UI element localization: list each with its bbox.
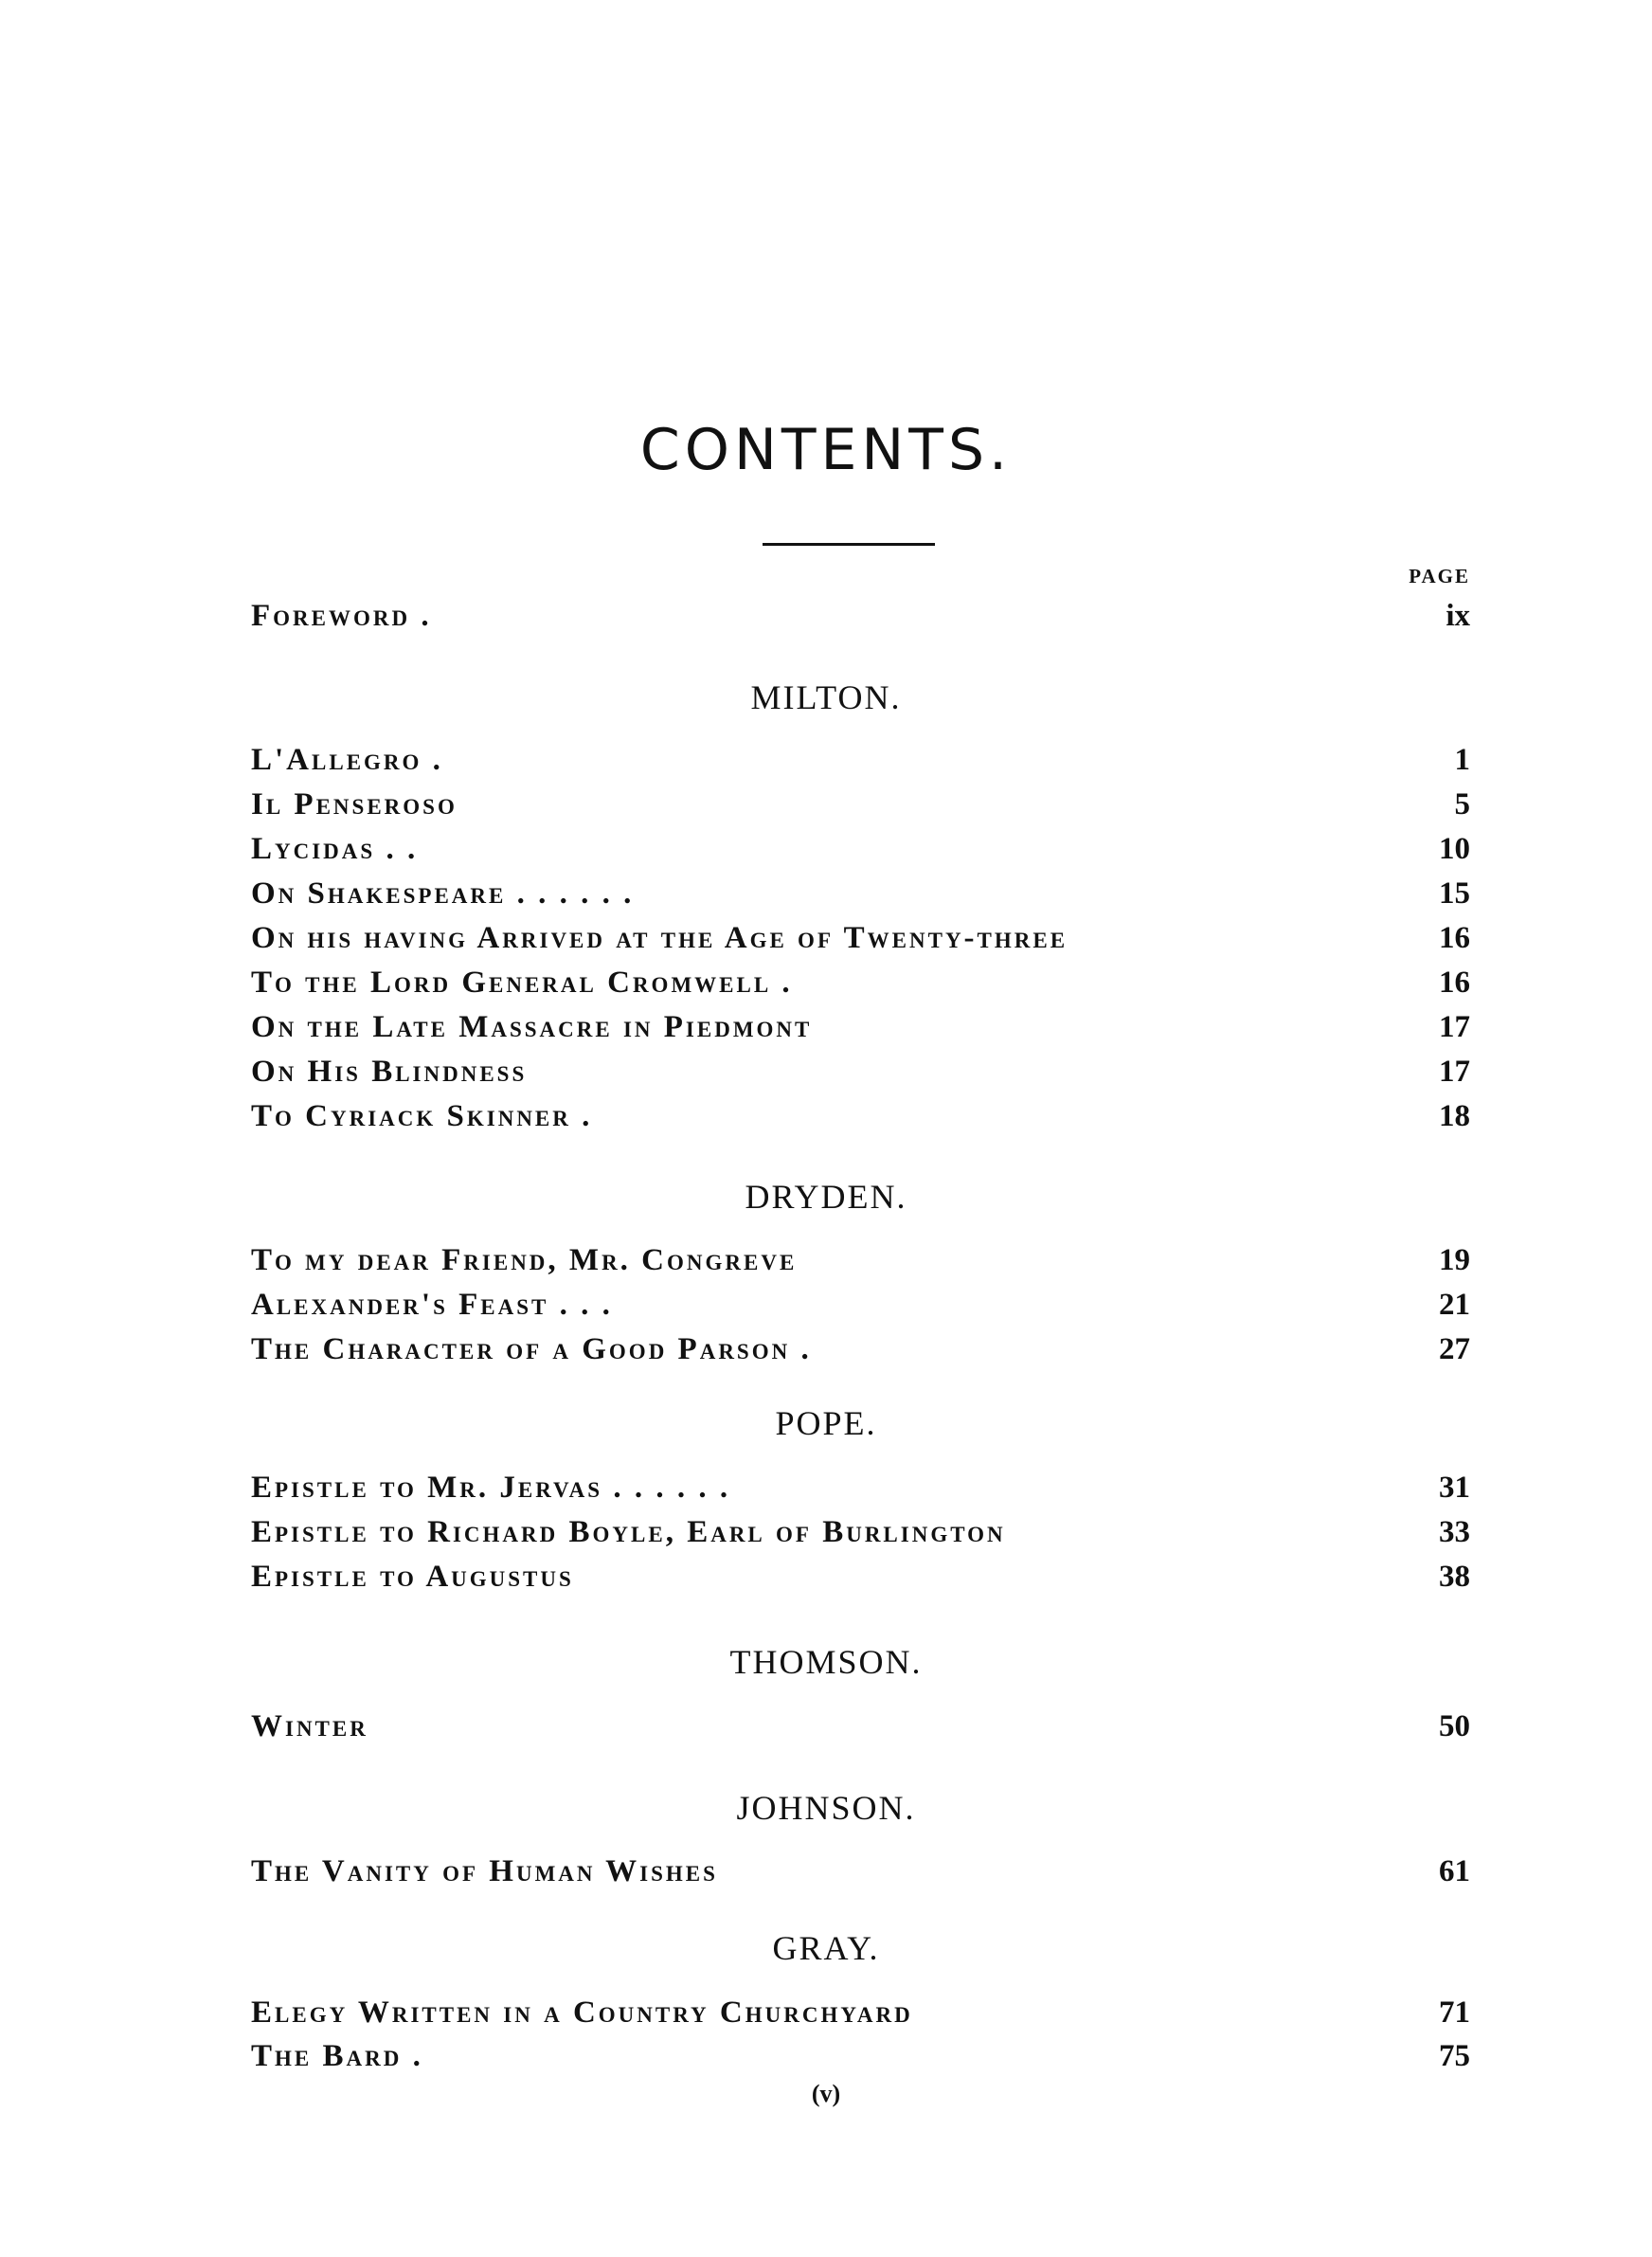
page-column-heading: PAGE (1409, 565, 1470, 587)
toc-entry-page: 27 (1439, 1332, 1470, 1366)
toc-entry (251, 1513, 1470, 1551)
toc-entry-title: Elegy Written in a Country Churchyard (251, 1995, 913, 2030)
toc-entry-page: 1 (1454, 743, 1470, 777)
toc-entry-page: 5 (1454, 787, 1470, 822)
toc-entry (251, 1330, 1470, 1368)
toc-entry-title: The Character of a Good Parson . (251, 1332, 812, 1366)
toc-entry-page: ix (1446, 599, 1470, 633)
toc-entry-page: 16 (1439, 921, 1470, 955)
toc-entry-page: 71 (1439, 1995, 1470, 2030)
toc-entry-page: 16 (1439, 966, 1470, 1000)
toc-entry-page: 15 (1439, 876, 1470, 911)
toc-entry (251, 1008, 1470, 1046)
toc-entry (251, 1469, 1470, 1507)
toc-entry-title: L'Allegro . (251, 743, 443, 777)
toc-entry (251, 1558, 1470, 1596)
toc-entry-page: 21 (1439, 1288, 1470, 1322)
toc-entry (251, 1994, 1470, 2031)
toc-entry-title: Il Penseroso (251, 787, 458, 822)
page-folio: (v) (811, 2080, 841, 2107)
toc-entry (251, 785, 1470, 823)
toc-entry (251, 1097, 1470, 1135)
toc-entry-title: Epistle to Augustus (251, 1560, 574, 1594)
toc-entry (251, 830, 1470, 868)
toc-entry (251, 741, 1470, 779)
toc-entry-title: The Vanity of Human Wishes (251, 1854, 718, 1888)
section-heading-milton: MILTON. (750, 678, 902, 716)
toc-entry-title: On his having Arrived at the Age of Twenty-three (251, 921, 1068, 955)
toc-entry-title: Lycidas . . (251, 832, 419, 866)
toc-entry (251, 919, 1470, 957)
toc-entry-title: On the Late Massacre in Piedmont (251, 1010, 813, 1044)
section-heading-gray: GRAY. (772, 1929, 880, 1967)
toc-entry-title: Foreword . (251, 599, 432, 633)
toc-entry-title: Epistle to Mr. Jervas . . . . . . (251, 1471, 731, 1505)
toc-entry (251, 1241, 1470, 1279)
toc-entry-page: 38 (1439, 1560, 1470, 1594)
section-heading-dryden: DRYDEN. (745, 1178, 907, 1216)
toc-entry-title: Epistle to Richard Boyle, Earl of Burlington (251, 1515, 1006, 1549)
section-heading-thomson: THOMSON. (729, 1643, 923, 1681)
toc-entry (251, 1286, 1470, 1324)
toc-entry (251, 1852, 1470, 1890)
toc-entry (251, 1053, 1470, 1091)
toc-entry-page: 75 (1439, 2039, 1470, 2073)
title-rule (763, 543, 935, 546)
toc-entry-foreword (251, 597, 1470, 635)
toc-entry (251, 875, 1470, 912)
toc-entry-title: Winter (251, 1709, 368, 1743)
toc-entry-page: 31 (1439, 1471, 1470, 1505)
toc-entry-title: The Bard . (251, 2039, 423, 2073)
toc-entry-page: 17 (1439, 1010, 1470, 1044)
toc-entry-title: To my dear Friend, Mr. Congreve (251, 1243, 798, 1277)
toc-entry-page: 10 (1439, 832, 1470, 866)
toc-entry (251, 1707, 1470, 1745)
toc-entry-title: On His Blindness (251, 1055, 528, 1089)
toc-entry-page: 50 (1439, 1709, 1470, 1743)
toc-entry-page: 17 (1439, 1055, 1470, 1089)
section-heading-pope: POPE. (775, 1404, 877, 1442)
toc-entry-page: 18 (1439, 1099, 1470, 1133)
toc-entry (251, 2037, 1470, 2075)
toc-entry-page: 33 (1439, 1515, 1470, 1549)
toc-entry-title: Alexander's Feast . . . (251, 1288, 613, 1322)
toc-entry (251, 964, 1470, 1002)
toc-entry-title: To the Lord General Cromwell . (251, 966, 793, 1000)
toc-entry-title: To Cyriack Skinner . (251, 1099, 593, 1133)
section-heading-johnson: JOHNSON. (736, 1789, 916, 1827)
page-title: CONTENTS. (639, 417, 1013, 483)
toc-entry-page: 61 (1439, 1854, 1470, 1888)
toc-entry-title: On Shakespeare . . . . . . (251, 876, 635, 911)
toc-entry-page: 19 (1439, 1243, 1470, 1277)
